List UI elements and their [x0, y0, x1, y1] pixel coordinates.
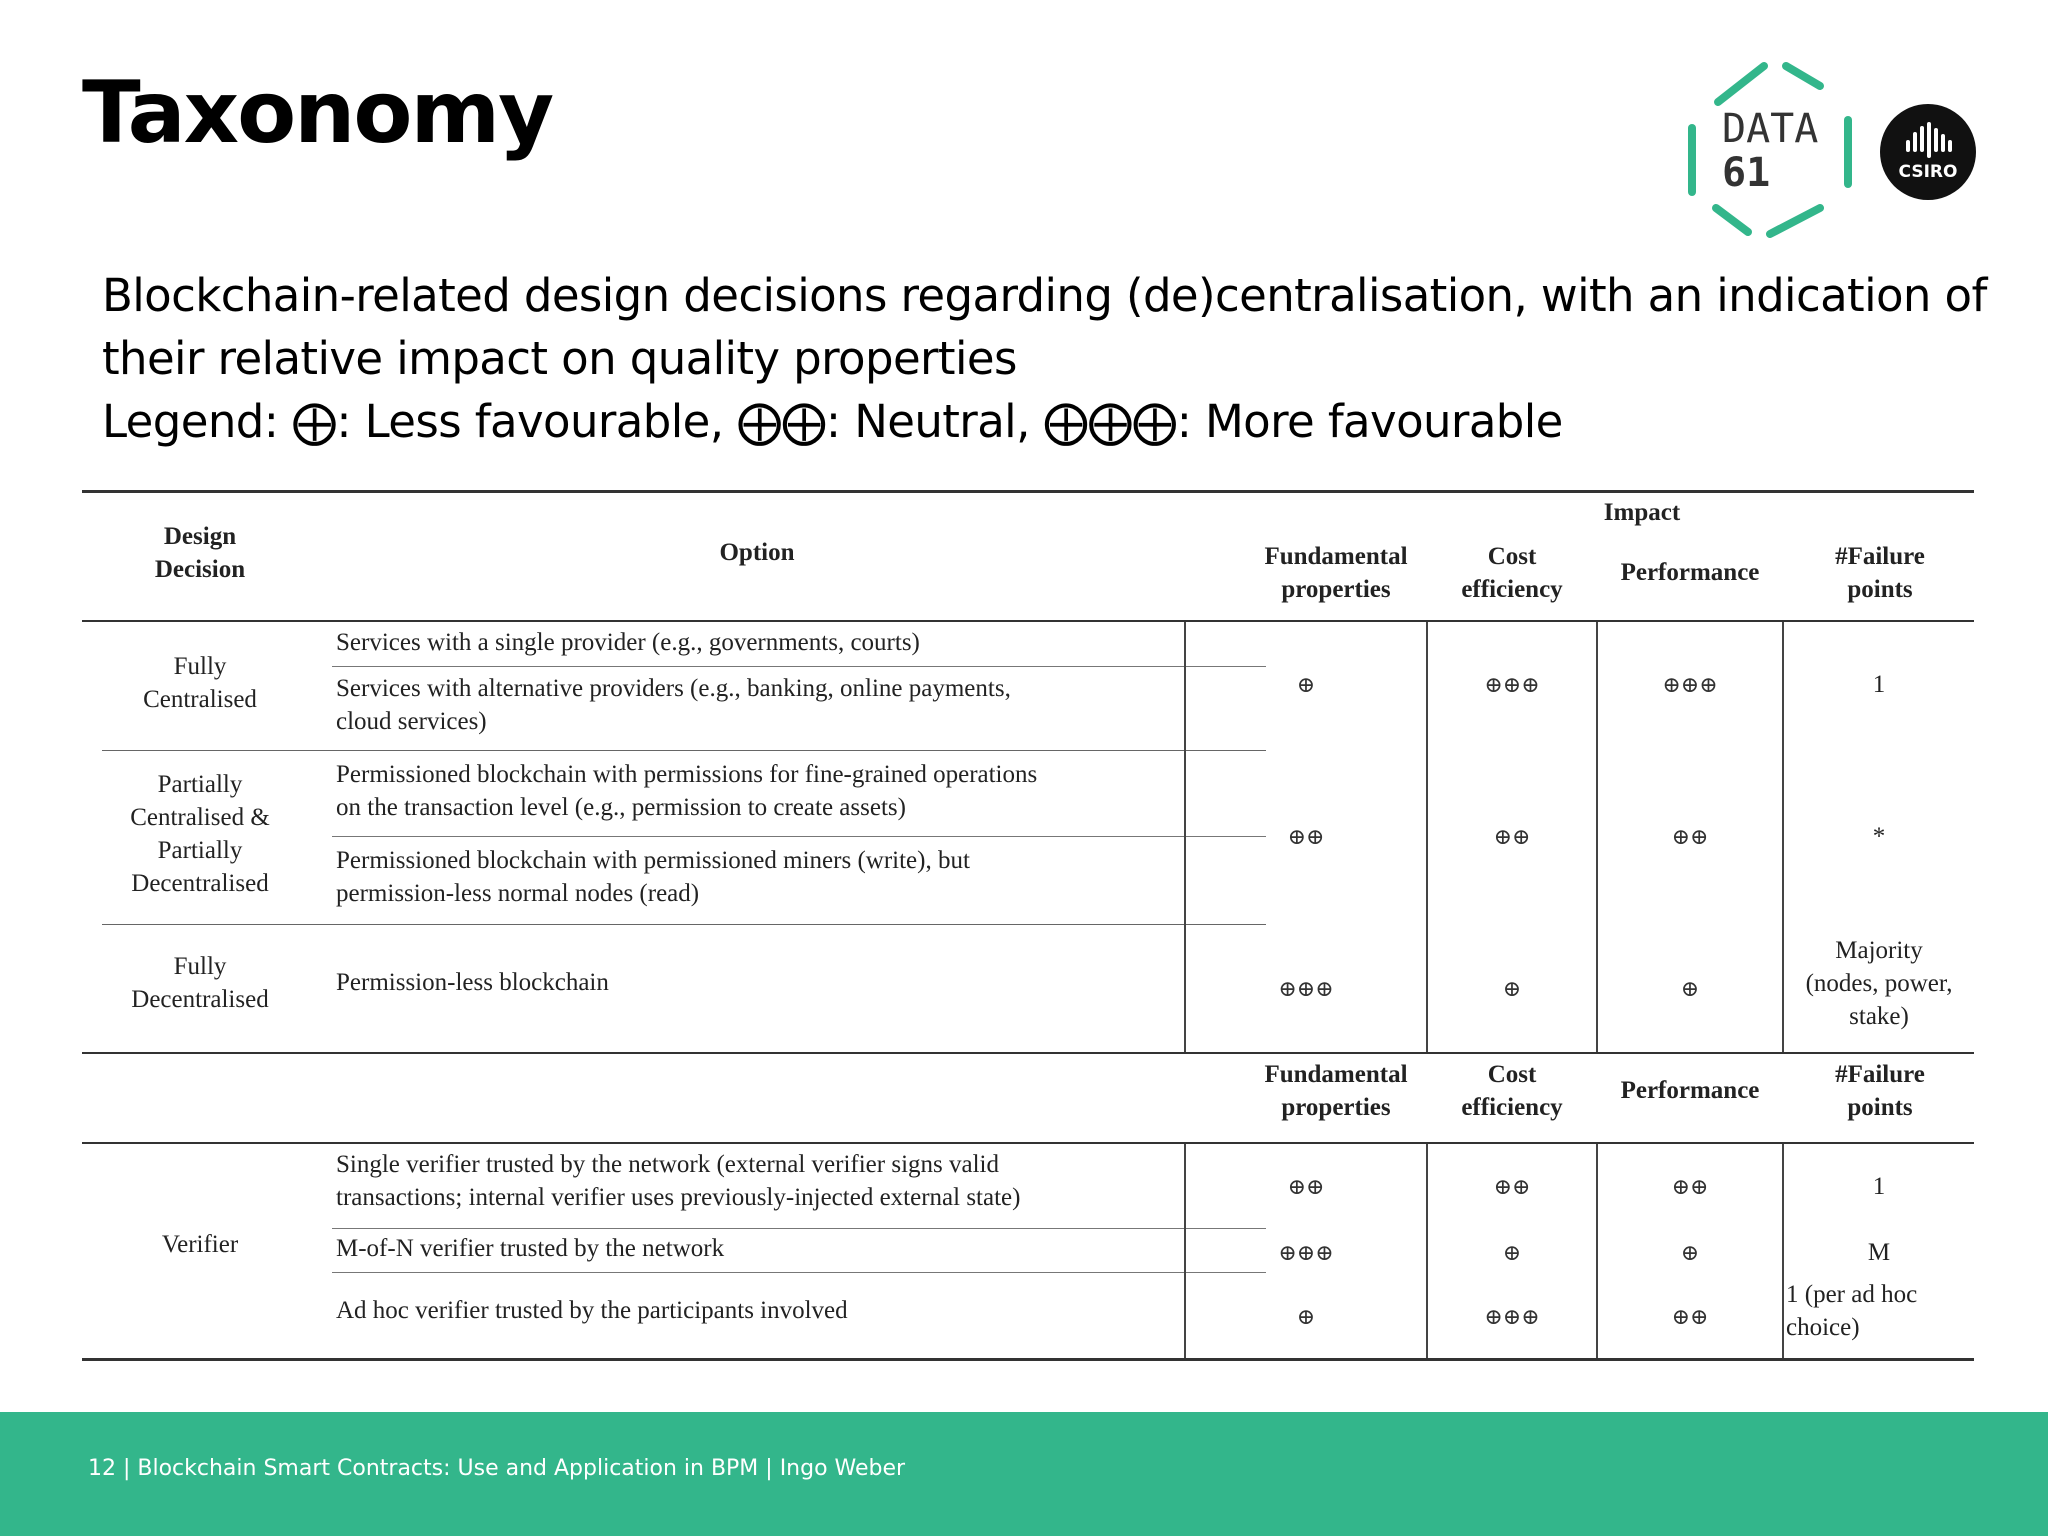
option-permission-less: Permission-less blockchain: [336, 969, 609, 996]
data61-text-2: 61: [1722, 150, 1771, 196]
impact-symbol: ⊕⊕⊕: [1484, 1304, 1540, 1329]
option-alternative-providers: Services with alternative providers (e.g., banking, online payments, cloud services): [336, 675, 1011, 735]
failure-points-value: M: [1867, 1239, 1891, 1266]
table-rule: [332, 836, 1266, 837]
table-rule: [82, 1358, 1974, 1361]
table-rule: [82, 490, 1974, 493]
slide-subtitle: [102, 264, 2002, 453]
decision-fully-decentralised: Fully Decentralised: [131, 953, 269, 1013]
impact-symbol: ⊕⊕: [1671, 1174, 1709, 1199]
impact-symbol: ⊕⊕: [1287, 824, 1325, 849]
csiro-logo: [1880, 104, 1976, 200]
impact-symbol: ⊕⊕: [1493, 1174, 1531, 1199]
col-fundamental-properties: Fundamental properties: [1264, 543, 1408, 603]
subtitle-line-2: their relative impact on quality properties: [102, 332, 1017, 385]
failure-points-value: 1 (per ad hoc choice): [1786, 1281, 1918, 1341]
col-cost-efficiency: Cost efficiency: [1461, 543, 1563, 603]
col-failure-points: #Failure points: [1835, 543, 1925, 603]
col-cost-efficiency: Cost efficiency: [1461, 1061, 1563, 1121]
impact-symbol: ⊕: [1680, 976, 1700, 1001]
col-fundamental-properties: Fundamental properties: [1264, 1061, 1408, 1121]
table-rule: [102, 750, 1266, 751]
impact-header: Impact: [1603, 499, 1681, 526]
legend-line: Legend: ⨁: Less favourable, ⨁⨁: Neutral, ⨁⨁⨁: More favourable: [102, 395, 1563, 448]
impact-symbol: ⊕⊕⊕: [1278, 1240, 1334, 1265]
table-rule: [82, 1142, 1974, 1144]
option-permissioned-fine-grained: Permissioned blockchain with permissions for fine-grained operations on the transaction level (e.g., permission to create assets): [336, 761, 1038, 821]
table-rule: [332, 1228, 1266, 1229]
failure-points-value: *: [1872, 823, 1886, 850]
impact-symbol: ⊕⊕: [1493, 824, 1531, 849]
impact-symbol: ⊕: [1502, 1240, 1522, 1265]
option-m-of-n-verifier: M-of-N verifier trusted by the network: [336, 1235, 725, 1262]
subtitle-line-1: Blockchain-related design decisions regarding (de)centralisation, with an indication of: [102, 269, 1987, 322]
table-rule: [102, 924, 1266, 925]
data61-logo: [1684, 58, 1984, 248]
footer-text: 12 | Blockchain Smart Contracts: Use and Application in BPM | Ingo Weber: [88, 1456, 906, 1481]
impact-symbol: ⊕⊕: [1671, 1304, 1709, 1329]
col-performance: Performance: [1620, 559, 1760, 586]
failure-points-value: 1: [1872, 671, 1886, 698]
logo-area: [1684, 58, 1984, 248]
col-failure-points: #Failure points: [1835, 1061, 1925, 1121]
data61-text-1: DATA: [1722, 106, 1819, 152]
decision-verifier: Verifier: [161, 1231, 239, 1258]
impact-symbol: ⊕: [1296, 1304, 1316, 1329]
taxonomy-table: [82, 488, 1974, 1364]
impact-symbol: ⊕⊕: [1671, 824, 1709, 849]
option-single-provider: Services with a single provider (e.g., governments, courts): [336, 629, 920, 656]
impact-symbol: ⊕⊕⊕: [1278, 976, 1334, 1001]
table-rule: [332, 1272, 1266, 1273]
table-rule: [82, 1052, 1974, 1054]
option-header: Option: [719, 539, 795, 566]
decision-partially-centralised: Partially Centralised & Partially Decentralised: [130, 771, 270, 897]
impact-symbol: ⊕: [1502, 976, 1522, 1001]
col-performance: Performance: [1620, 1077, 1760, 1104]
impact-symbol: ⊕⊕⊕: [1484, 672, 1540, 697]
failure-points-value: 1: [1872, 1173, 1886, 1200]
failure-points-value: Majority (nodes, power, stake): [1805, 937, 1953, 1030]
impact-symbol: ⊕⊕⊕: [1662, 672, 1718, 697]
table-rule: [82, 620, 1974, 622]
option-single-verifier: Single verifier trusted by the network (external verifier signs valid transactions; internal verifier uses previously-injected external state): [336, 1151, 1021, 1211]
impact-symbol: ⊕: [1296, 672, 1316, 697]
slide-title: Taxonomy: [82, 63, 553, 163]
csiro-text: CSIRO: [1898, 162, 1958, 182]
impact-symbol: ⊕: [1680, 1240, 1700, 1265]
option-ad-hoc-verifier: Ad hoc verifier trusted by the participants involved: [336, 1297, 848, 1324]
option-permissioned-miners: Permissioned blockchain with permissioned miners (write), but permission-less normal nodes (read): [336, 847, 970, 907]
impact-symbol: ⊕⊕: [1287, 1174, 1325, 1199]
table-rule: [332, 666, 1266, 667]
decision-fully-centralised: Fully Centralised: [143, 653, 257, 713]
design-decision-header: Design Decision: [154, 523, 246, 583]
